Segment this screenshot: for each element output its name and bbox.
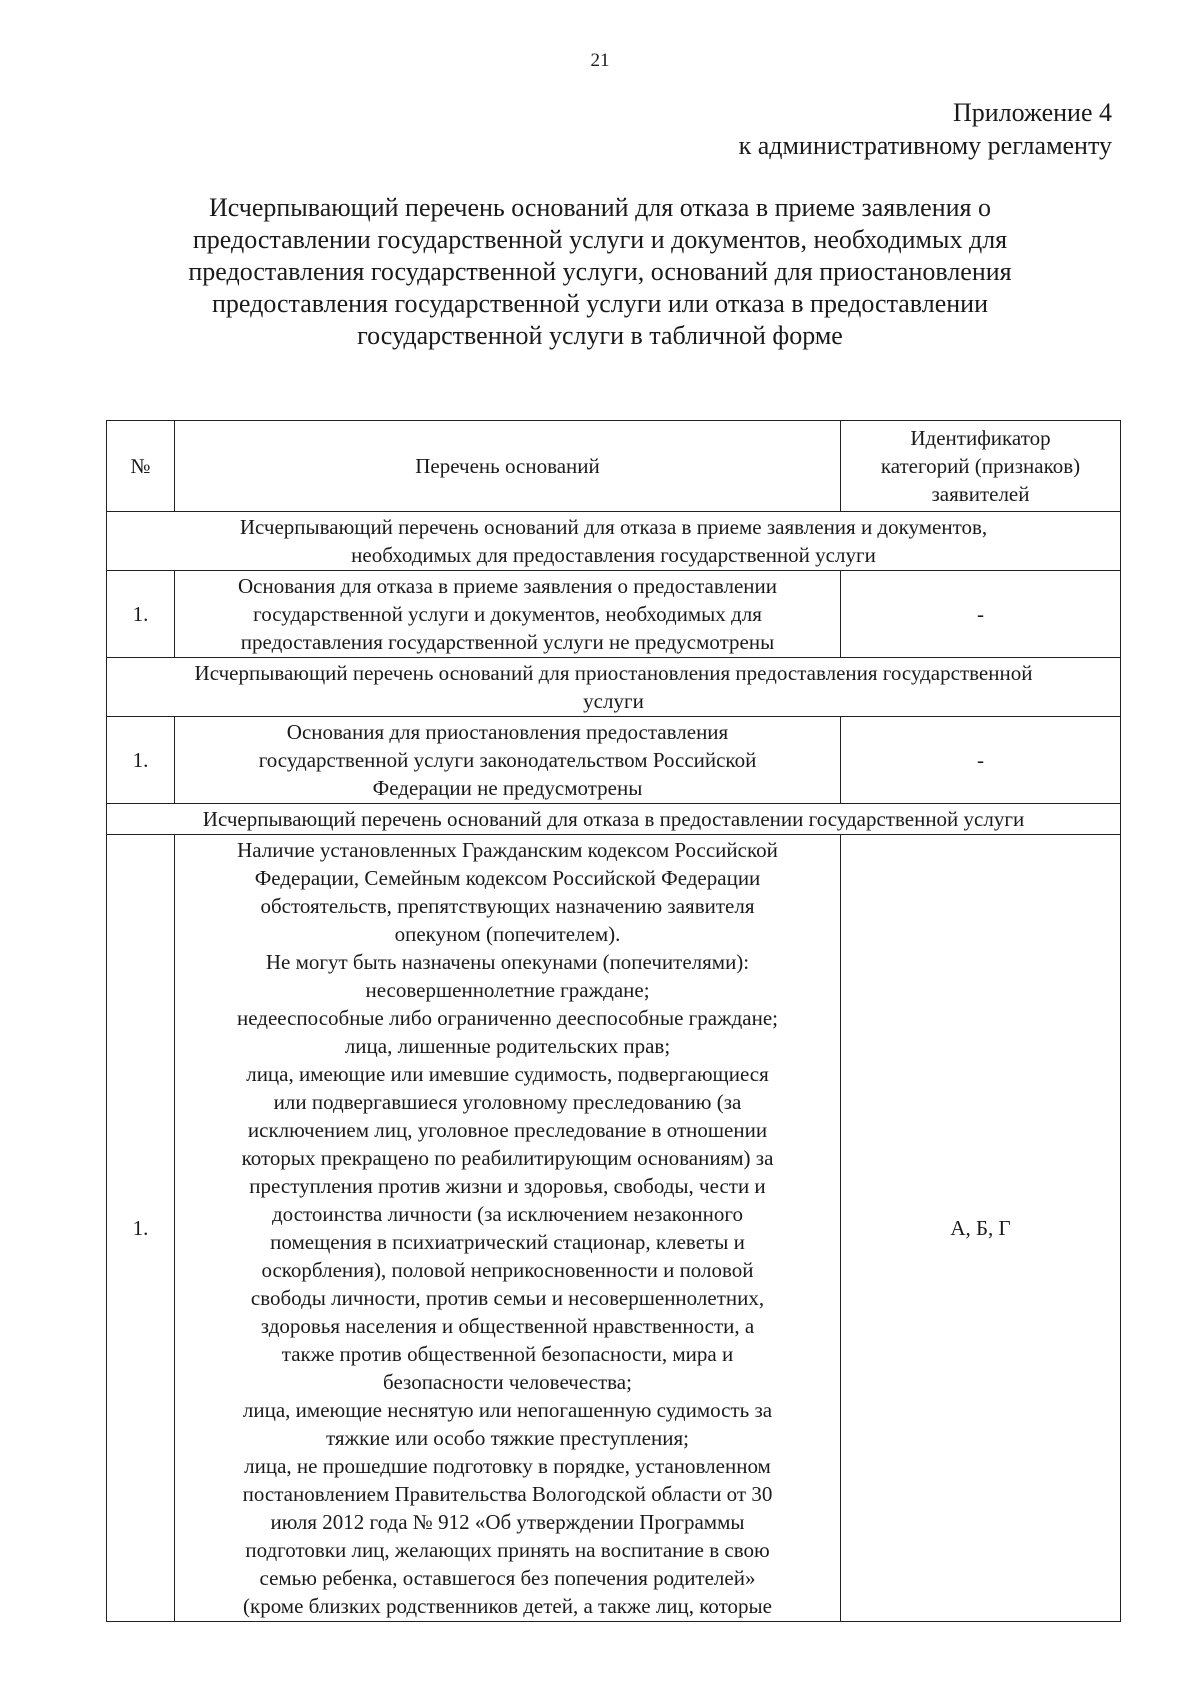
appendix-heading bbox=[739, 96, 1112, 162]
header-id-line: категорий (признаков) bbox=[880, 454, 1081, 478]
section-title-row bbox=[107, 512, 1121, 571]
header-id-line: заявителей bbox=[931, 482, 1030, 506]
row-text-line: которых прекращено по реабилитирующим основаниям) за bbox=[241, 1146, 774, 1170]
row-text-line: недееспособные либо ограниченно дееспособные граждане; bbox=[236, 1006, 778, 1030]
section-title bbox=[107, 512, 1121, 571]
row-text-line: июля 2012 года № 912 «Об утверждении Программы bbox=[270, 1510, 745, 1534]
row-text-line: достоинства личности (за исключением незаконного bbox=[272, 1202, 743, 1226]
row-text-line: семью ребенка, оставшегося без попечения родителей» bbox=[259, 1566, 756, 1590]
row-text bbox=[175, 717, 841, 804]
row-text bbox=[175, 835, 841, 1622]
row-text-line: лица, имеющие неснятую или непогашенную судимость за bbox=[242, 1398, 773, 1422]
row-text-line: государственной услуги законодательством Российской bbox=[258, 748, 757, 772]
document-title bbox=[130, 192, 1070, 352]
section-title-row bbox=[107, 804, 1121, 835]
table-header-row bbox=[107, 421, 1121, 512]
row-id: - bbox=[841, 717, 1121, 804]
title-line: предоставления государственной услуги, оснований для приостановления bbox=[188, 257, 1012, 286]
row-text-line: исключением лиц, уголовное преследование в отношении bbox=[247, 1118, 768, 1142]
row-text-line: подготовки лиц, желающих принять на воспитание в свою bbox=[245, 1538, 770, 1562]
row-text-line: лица, не прошедшие подготовку в порядке, установленном bbox=[244, 1454, 771, 1478]
header-id-line: Идентификатор bbox=[910, 426, 1051, 450]
row-num: 1. bbox=[107, 835, 175, 1622]
row-text-line: лица, лишенные родительских прав; bbox=[344, 1034, 671, 1058]
table-row bbox=[107, 835, 1121, 1622]
appendix-line-2: к административному регламенту bbox=[738, 131, 1112, 160]
row-text-line: предоставления государственной услуги не предусмотрены bbox=[240, 630, 775, 654]
grounds-table bbox=[106, 420, 1121, 1622]
title-line: предоставлении государственной услуги и документов, необходимых для bbox=[192, 225, 1008, 254]
row-num: 1. bbox=[107, 571, 175, 658]
row-text-line: помещения в психиатрический стационар, клеветы и bbox=[270, 1230, 745, 1254]
row-text-line: тяжкие или особо тяжкие преступления; bbox=[326, 1426, 689, 1450]
row-text-line: обстоятельств, препятствующих назначению заявителя bbox=[260, 894, 755, 918]
row-text-line: или подвергавшиеся уголовному преследованию (за bbox=[273, 1090, 742, 1114]
row-text-line: лица, имеющие или имевшие судимость, подвергающиеся bbox=[246, 1062, 769, 1086]
header-id bbox=[841, 421, 1121, 512]
row-num: 1. bbox=[107, 717, 175, 804]
header-list: Перечень оснований bbox=[175, 421, 841, 512]
row-text-line: государственной услуги и документов, необходимых для bbox=[253, 602, 762, 626]
table-row bbox=[107, 571, 1121, 658]
header-num: № bbox=[107, 421, 175, 512]
section-title bbox=[107, 804, 1121, 835]
row-text-line: здоровья населения и общественной нравственности, а bbox=[260, 1314, 755, 1338]
row-text-line: Основания для приостановления предоставления bbox=[286, 720, 729, 744]
row-text bbox=[175, 571, 841, 658]
row-text-line: Федерации не предусмотрены bbox=[372, 776, 643, 800]
row-text-line: постановлением Правительства Вологодской области от 30 bbox=[242, 1482, 773, 1506]
page-number: 21 bbox=[590, 50, 610, 71]
row-id: - bbox=[841, 571, 1121, 658]
section-title-row bbox=[107, 658, 1121, 717]
row-text-line: преступления против жизни и здоровья, свободы, чести и bbox=[249, 1174, 766, 1198]
row-text-line: Не могут быть назначены опекунами (попечителями): bbox=[265, 950, 750, 974]
row-text-line: (кроме близких родственников детей, а также лиц, которые bbox=[243, 1594, 772, 1618]
title-line: государственной услуги в табличной форме bbox=[357, 321, 843, 350]
appendix-line-1: Приложение 4 bbox=[952, 98, 1112, 127]
section-title-line: необходимых для предоставления государственной услуги bbox=[351, 543, 876, 567]
section-title-line: Исчерпывающий перечень оснований для приостановления предоставления государственной bbox=[194, 661, 1033, 685]
row-text-line: безопасности человечества; bbox=[383, 1370, 632, 1394]
row-id: А, Б, Г bbox=[841, 835, 1121, 1622]
row-text-line: свободы личности, против семьи и несовершеннолетних, bbox=[250, 1286, 765, 1310]
row-text-line: Основания для отказа в приеме заявления о предоставлении bbox=[237, 574, 777, 598]
title-line: Исчерпывающий перечень оснований для отказа в приеме заявления о bbox=[208, 193, 991, 222]
row-text-line: Федерации, Семейным кодексом Российской Федерации bbox=[254, 866, 761, 890]
title-line: предоставления государственной услуги или отказа в предоставлении bbox=[211, 289, 988, 318]
row-text-line: также против общественной безопасности, мира и bbox=[281, 1342, 734, 1366]
section-title bbox=[107, 658, 1121, 717]
row-text-line: Наличие установленных Гражданским кодексом Российской bbox=[237, 838, 778, 862]
row-text-line: оскорбления), половой неприкосновенности и половой bbox=[261, 1258, 754, 1282]
section-title-line: Исчерпывающий перечень оснований для отказа в предоставлении государственной услуги bbox=[202, 807, 1025, 831]
section-title-line: Исчерпывающий перечень оснований для отказа в приеме заявления и документов, bbox=[239, 515, 988, 539]
row-text-line: опекуном (попечителем). bbox=[394, 922, 621, 946]
table-row bbox=[107, 717, 1121, 804]
row-text-line: несовершеннолетние граждане; bbox=[365, 978, 650, 1002]
section-title-line: услуги bbox=[583, 689, 644, 713]
